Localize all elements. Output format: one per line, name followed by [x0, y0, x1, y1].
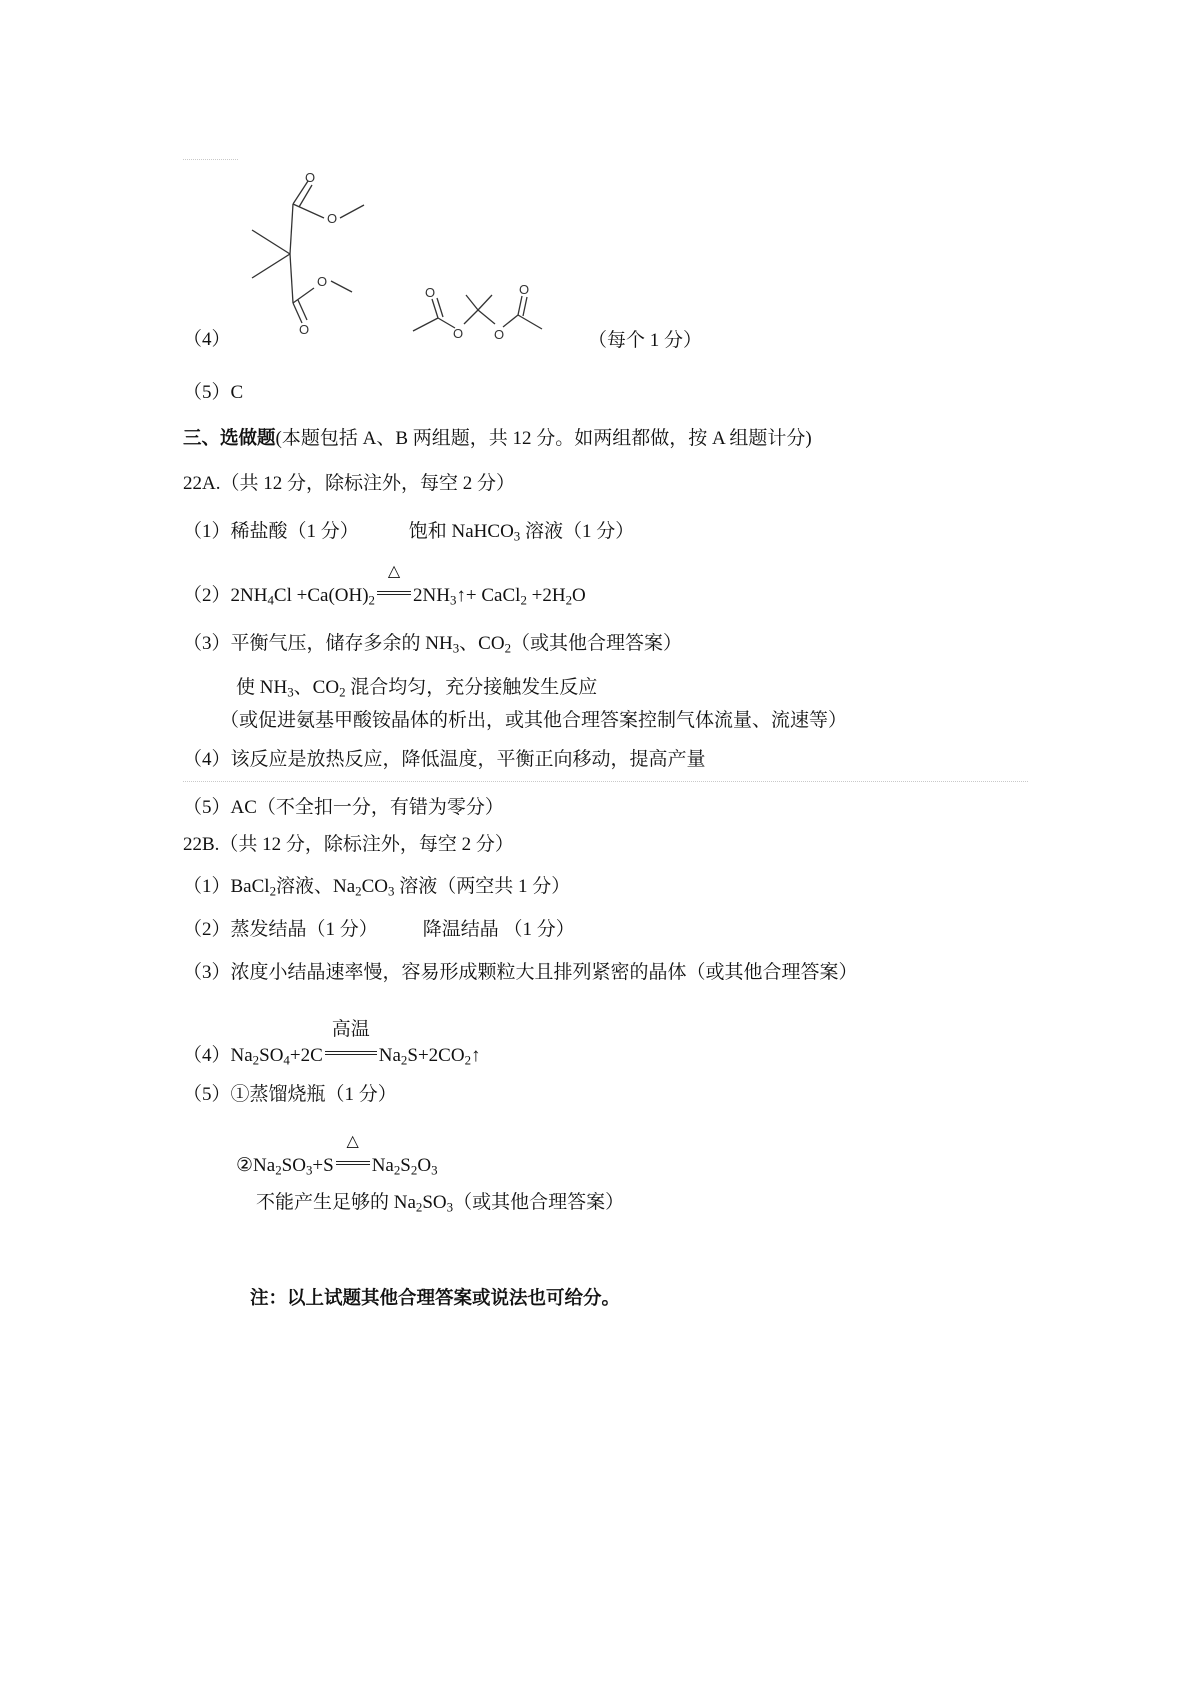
22b-answer-2 [183, 920, 575, 939]
mid-dotted-rule [183, 781, 1028, 782]
subscript: 2 [339, 684, 346, 700]
heat-symbol: △ [346, 1133, 359, 1150]
22a-3-part-c: （或其他合理答案） [511, 633, 683, 654]
section3-description: (本题包括 A、B 两组题，共 12 分。如两组都做，按 A 组题计分) [275, 428, 812, 449]
atom-o: O [299, 322, 310, 337]
section3-title: 三、选做题 [183, 428, 276, 449]
22b-answer-5-equation: $②Na_2SO_3+S$ △ $Na_2S_2O_3$ [236, 1133, 438, 1178]
section3-heading [183, 429, 812, 449]
atom-o: O [453, 326, 464, 341]
22a-header: 22A.（共 12 分，除标注外，每空 2 分） [183, 473, 515, 494]
atom-o: O [519, 282, 530, 297]
22b-1-part-b: 溶液、Na [276, 876, 356, 897]
structure-diacetoxypropane [410, 283, 580, 358]
22a-3b-part-a: 使 NH [236, 677, 288, 698]
22b-2-part-b: 降温结晶 （1 分） [422, 919, 575, 940]
22a-3-part-b: 、CO [459, 633, 505, 654]
subscript: 2 [415, 1199, 423, 1215]
high-temp-condition-arrow [323, 1019, 379, 1061]
22b-answer-1 [183, 876, 571, 899]
22b-7-part-c: （或其他合理答案） [453, 1192, 625, 1213]
atom-o: O [305, 170, 316, 185]
subscript: 2 [269, 883, 277, 899]
22b-7-part-b: SO [422, 1192, 447, 1213]
subscript: 2 [504, 640, 512, 656]
22a-answer-3-line2 [236, 677, 598, 700]
22a-answer-3 [183, 633, 683, 656]
22b-header: 22B.（共 12 分，除标注外，每空 2 分） [183, 834, 514, 855]
subscript: 3 [446, 1199, 454, 1215]
22a-answer-2-equation: $(2)2NH_4Cl +Ca(OH)_2$ △ $2NH_3↑+$ CaCl$_2$ $+2H_2O$ [183, 563, 586, 608]
subscript: 3 [513, 528, 521, 544]
atom-o: O [425, 285, 436, 300]
22a-1-part-b: 饱和 NaHCO [408, 521, 514, 542]
subscript: 2 [355, 883, 362, 899]
22a-2-prefix: （2） [183, 585, 231, 606]
22a-1-part-c: 溶液（1 分） [520, 521, 635, 542]
22a-answer-3-line3: （或促进氨基甲酸铵晶体的析出，或其他合理答案控制气体流量、流速等） [220, 710, 848, 731]
22a-answer-1 [183, 521, 635, 544]
heat-condition-arrow [375, 563, 413, 601]
22b-1-part-d: 溶液（两空共 1 分） [394, 876, 571, 897]
22b-answer-4-equation: $(4)Na_2SO_4+2C$ 高温 $Na_2S+2CO_2↑$ [183, 1019, 481, 1068]
high-temp-label: 高温 [331, 1019, 370, 1040]
22a-3b-part-c: 混合均匀，充分接触发生反应 [345, 677, 598, 698]
q4-label: （4） [183, 329, 231, 350]
22b-answer-5: （5）①蒸馏烧瓶（1 分） [183, 1084, 397, 1105]
subscript: 3 [388, 883, 395, 899]
footer-note: 注：以上试题其他合理答案或说法也可给分。 [250, 1288, 621, 1309]
22b-7-part-a: 不能产生足够的 Na [256, 1192, 416, 1213]
22b-4-prefix: （4） [183, 1045, 231, 1066]
structure-dimethyl-malonate [230, 170, 400, 340]
22a-answer-4: （4）该反应是放热反应，降低温度，平衡正向移动，提高产量 [183, 749, 706, 770]
top-dotted-rule [183, 159, 238, 160]
subscript: 3 [287, 684, 294, 700]
atom-o: O [327, 211, 338, 226]
q5-answer: （5）C [183, 382, 244, 403]
atom-o: O [494, 327, 505, 342]
22a-answer-5: （5）AC（不全扣一分，有错为零分） [183, 797, 504, 818]
heat-symbol: △ [387, 563, 401, 580]
22b-answer-3: （3）浓度小结晶速率慢，容易形成颗粒大且排列紧密的晶体（或其他合理答案） [183, 962, 858, 983]
22b-2-part-a: （2）蒸发结晶（1 分） [183, 919, 378, 940]
q4-score-note: （每个 1 分） [588, 330, 703, 351]
heat-condition-arrow [334, 1133, 372, 1171]
22b-1-part-a: （1）BaCl [183, 876, 270, 897]
atom-o: O [317, 274, 328, 289]
subscript: 3 [452, 640, 460, 656]
22b-answer-5-note [256, 1192, 625, 1215]
22a-3-part-a: （3）平衡气压，储存多余的 NH [183, 633, 453, 654]
22a-3b-part-b: 、CO [293, 677, 340, 698]
22b-1-part-c: CO [361, 876, 389, 897]
22a-1-part-a: （1）稀盐酸（1 分） [183, 521, 359, 542]
